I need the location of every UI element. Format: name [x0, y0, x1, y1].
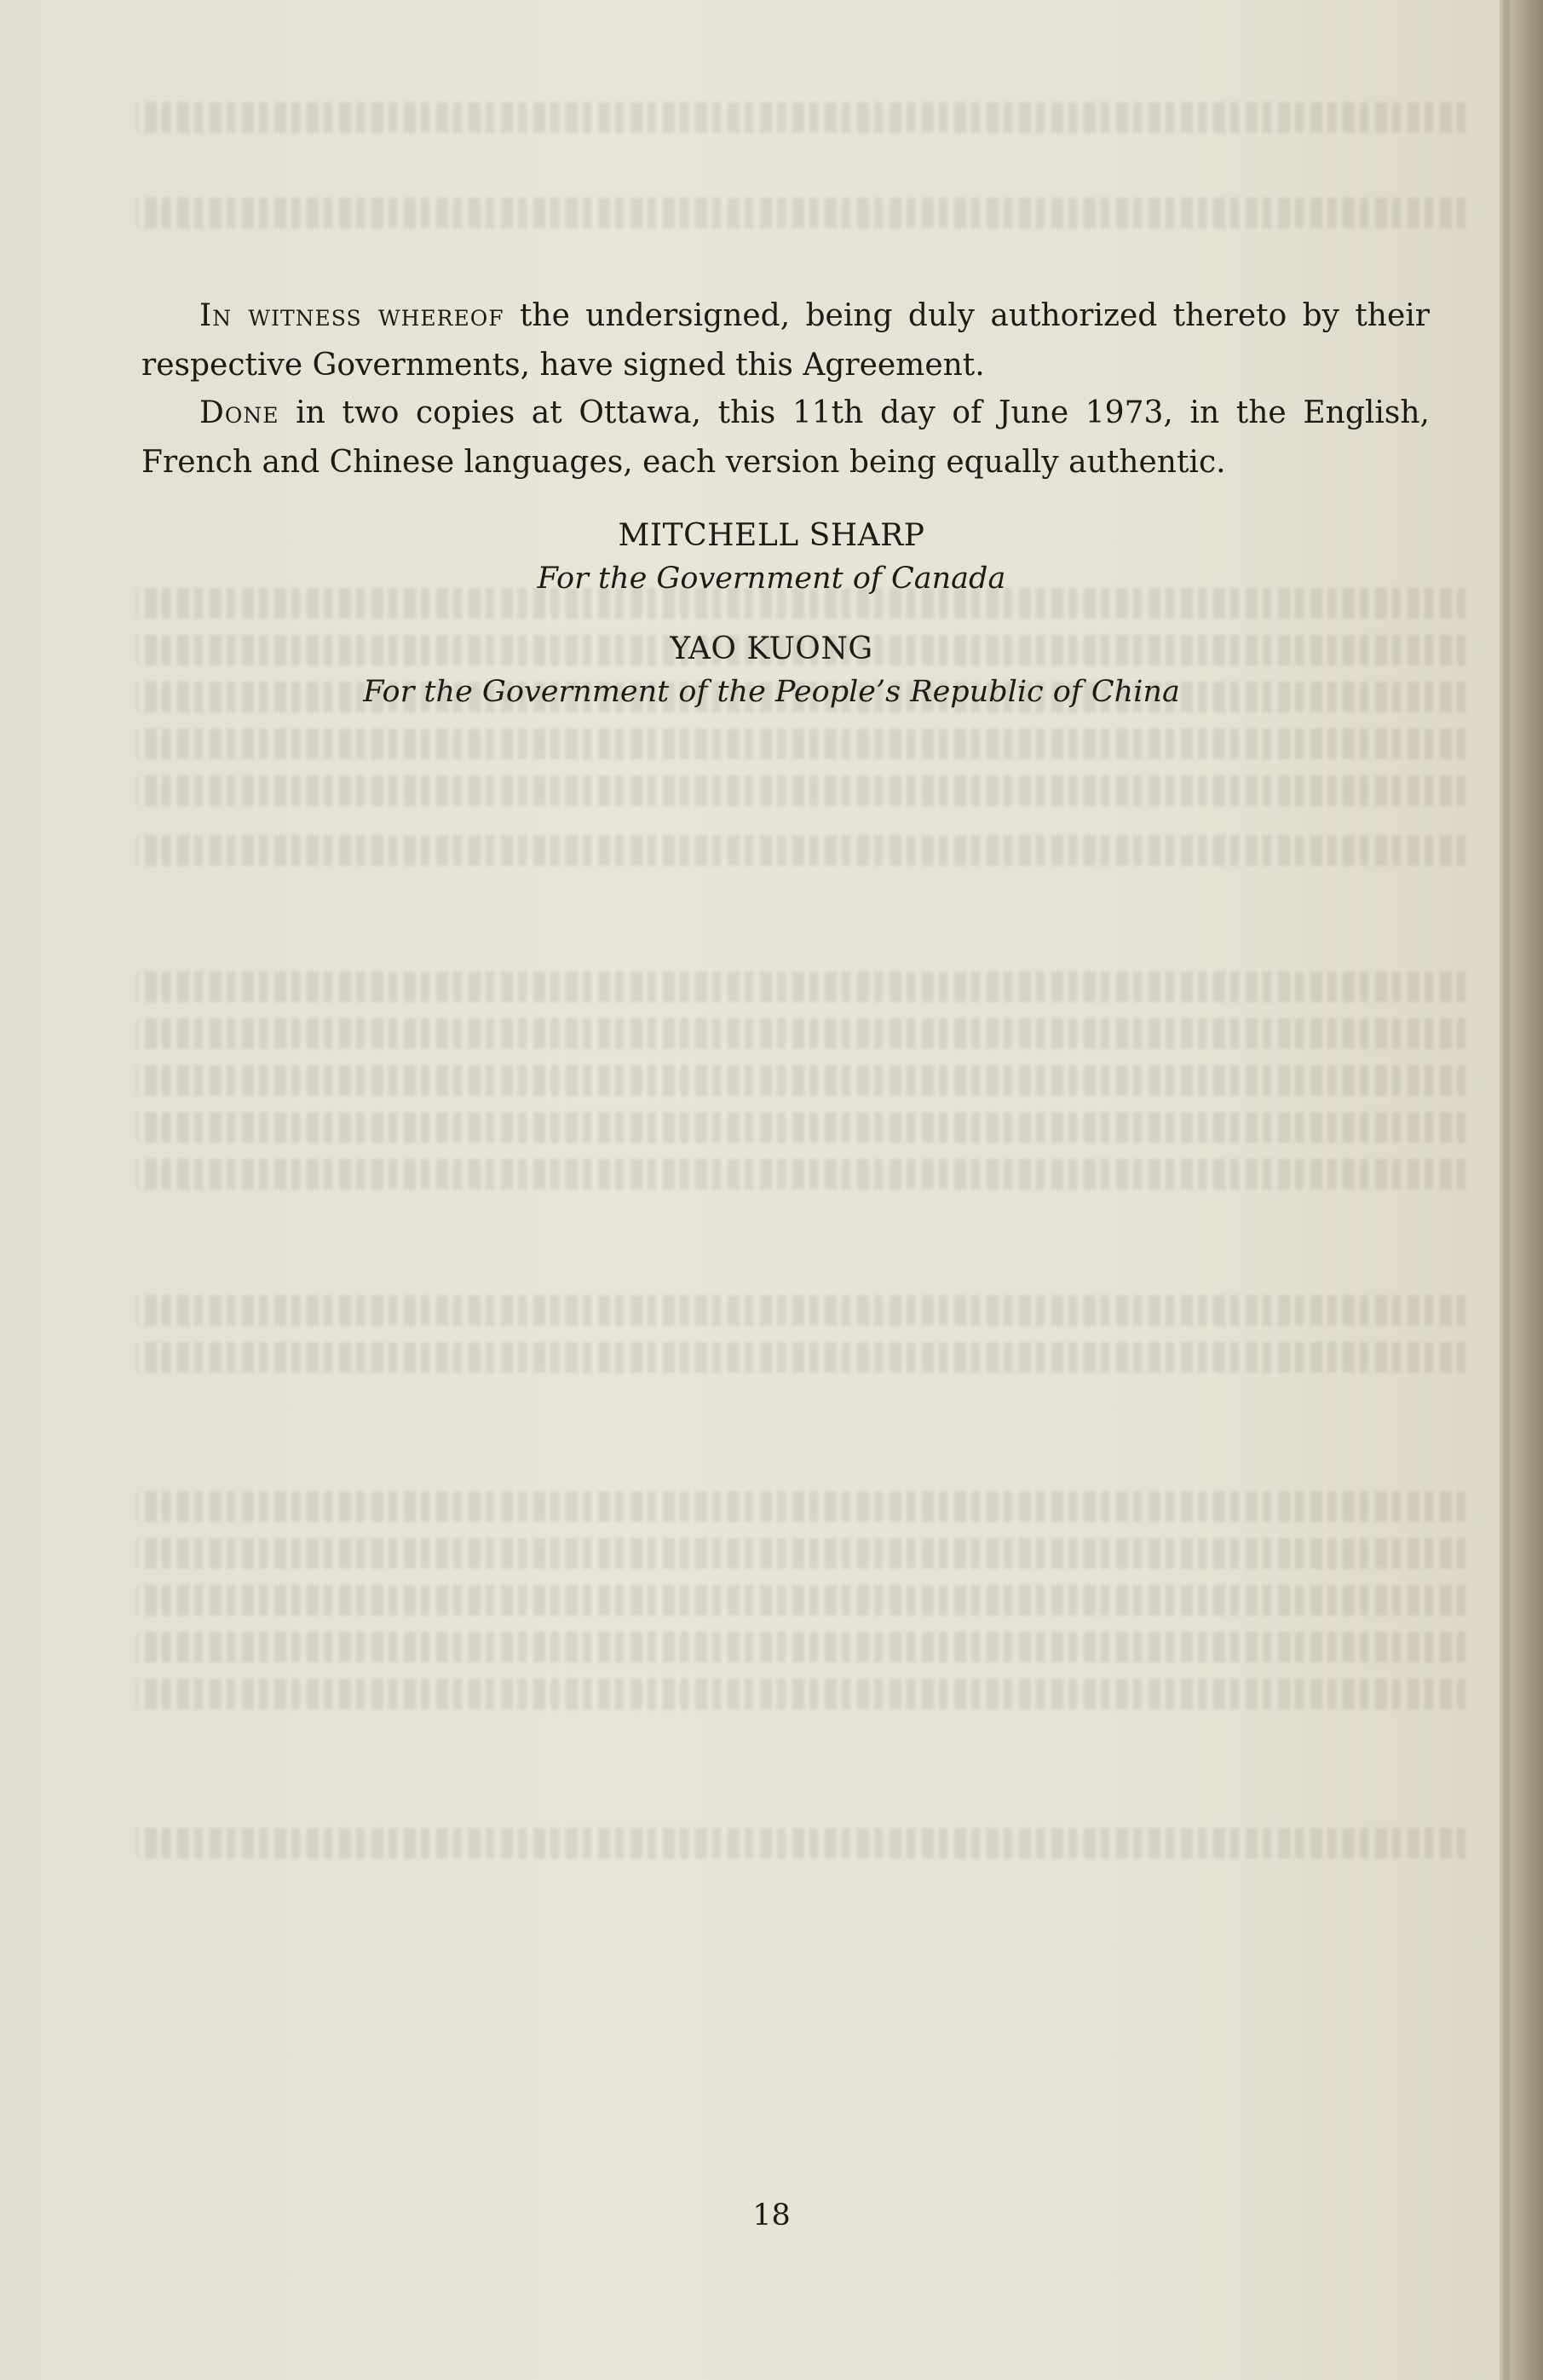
page-binding-edge — [1500, 0, 1543, 2380]
show-through-line — [136, 971, 1465, 1002]
in-witness-paragraph — [141, 291, 1430, 390]
show-through-line — [136, 1538, 1465, 1569]
page-number: 18 — [752, 2198, 791, 2233]
show-through-line — [136, 1159, 1465, 1190]
show-through-line — [136, 1828, 1465, 1858]
show-through-line — [136, 1065, 1465, 1096]
show-through-line — [136, 1585, 1465, 1616]
done-text: in two copies at Ottawa, this 11th day of June 1973, in the English, French and Chinese languages, each version being equally authentic. — [141, 395, 1430, 480]
show-through-line — [136, 1295, 1465, 1326]
show-through-line — [136, 1491, 1465, 1522]
show-through-line — [136, 729, 1465, 759]
done-paragraph — [141, 389, 1430, 487]
show-through-line — [136, 1632, 1465, 1663]
show-through-line — [136, 1679, 1465, 1709]
signatory-name-china: YAO KUONG — [670, 631, 873, 666]
in-witness-text: the undersigned, being duly authorized thereto by their respective Governments, have signed this Agreement. — [141, 298, 1431, 383]
show-through-line — [136, 198, 1465, 228]
show-through-line — [136, 775, 1465, 806]
in-witness-lead: In witness whereof — [199, 298, 504, 333]
signatory-for-china: For the Government of the People’s Republic of China — [363, 675, 1180, 709]
show-through-line — [136, 835, 1465, 866]
show-through-line — [136, 102, 1465, 133]
show-through-line — [136, 1112, 1465, 1143]
signatory-for-canada: For the Government of Canada — [537, 562, 1006, 596]
show-through-line — [136, 1018, 1465, 1049]
show-through-line — [136, 1342, 1465, 1373]
done-lead: Done — [199, 395, 279, 430]
signatory-name-canada: MITCHELL SHARP — [618, 518, 925, 553]
